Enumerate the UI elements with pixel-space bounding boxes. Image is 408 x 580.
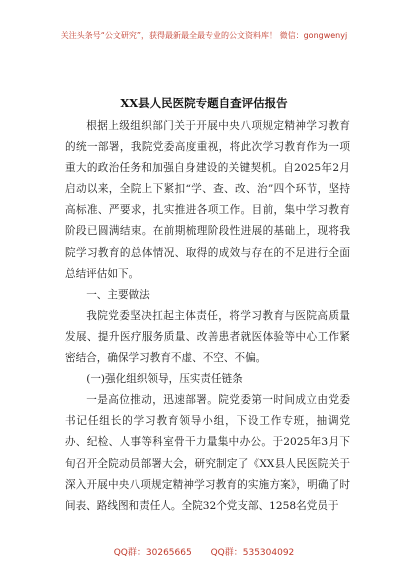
footer <box>0 545 408 558</box>
subsection-heading: (一)强化组织领导，压实责任链条 <box>86 373 243 386</box>
header-notice: 关注头条号“公文研究”，获得最新最全最专业的公文资料库！ 微信：gongwenyj <box>60 31 348 40</box>
paragraph: 根据上级组织部门关于开展中央八项规定精神学习教育的统一部署，我院党委高度重视，将此次学习教育作为一项重大的政治任务和加强自身建设的关键契机。自2025年2月启动以来，全院上下紧扣“学、查、改、治”四个环节，坚持高标准、严要求，扎实推进各项工作。目前，集中学习教育阶段已圆满结束。在前期梳理阶段性进展的基础上，现将我院学习教育的总体情况、取得的成效与存在的不足进行全面总结评估如下。 <box>65 120 350 280</box>
footer-qq-group-1: QQ群：30265665 <box>113 548 192 558</box>
document-title: XX县人民医院专题自查评估报告 <box>120 96 288 110</box>
document-body <box>65 116 350 517</box>
paragraph: 我院党委坚决扛起主体责任，将学习教育与医院高质量发展、提升医疗服务质量、改善患者就医体验等中心工作紧密结合，确保学习教育不虚、不空、不偏。 <box>65 309 350 365</box>
section-heading: 一、主要做法 <box>86 288 150 301</box>
footer-qq-group-2: QQ群：535304092 <box>210 548 295 558</box>
paragraph: 一是高位推动，迅速部署。院党委第一时间成立由党委书记任组长的学习教育领导小组，下设工作专班，抽调党办、纪检、人事等科室骨干力量集中办公。于2025年3月下旬召开全院动员部署大会，研究制定了《XX县人民医院关于深入开展中央八项规定精神学习教育的实施方案》，明确了时间表、路线图和责任人。全院32个党支部、1258名党员于 <box>65 394 350 512</box>
